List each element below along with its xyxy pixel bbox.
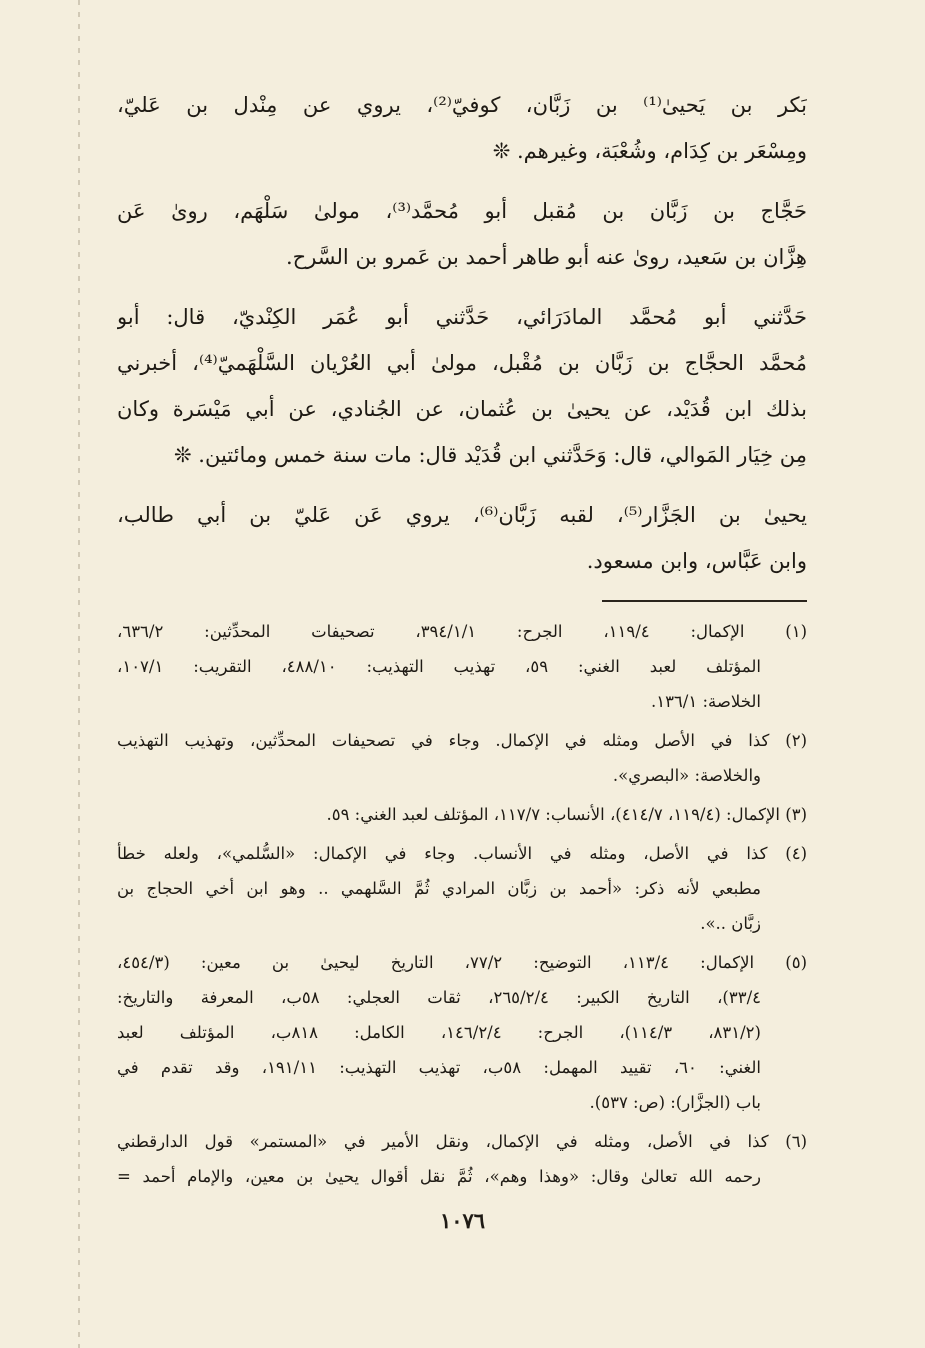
text-line: بَكر بن يَحيىٰ⁽¹⁾ بن زَبَّان، كوفيّ⁽²⁾، يروي عن مِنْدل بن عَليّ، (117, 93, 807, 117)
footnote-line: زبَّان ..». (700, 914, 761, 933)
footnote-line: (٣) الإكمال: (١١٩/٤، ٤١٤/٧)، الأنساب: ١١٧/٧، المؤتلف لعبد الغني: ٥٩. (326, 805, 807, 824)
text-line: وابن عَبَّاس، وابن مسعود. (586, 549, 807, 573)
footnotes (117, 614, 807, 1194)
text-line: ومِسْعَر بن كِدَام، وشُعْبَة، وغيرهم. ❊ (492, 139, 807, 163)
footnote-line: الخلاصة: ١٣٦/١. (650, 692, 761, 711)
footnote-3 (117, 797, 807, 832)
footnote-separator (602, 600, 807, 602)
footnote-5 (117, 945, 807, 1120)
footnote-line: (٦) كذا في الأصل، ومثله في الإكمال، ونقل الأمير في «المستمر» قول الدارقطني (117, 1132, 807, 1151)
entry-yahya-ibn-al-jazzar (117, 492, 807, 584)
text-line: حَدَّثني أبو مُحمَّد المادَرَائي، حَدَّثني أبو عُمَر الكِنْديّ، قال: أبو (117, 305, 807, 329)
text-line: حَجَّاج بن زَبَّان بن مُقبل أبو مُحمَّد⁽³⁾، مولىٰ سَلْهَم، روىٰ عَن (117, 199, 807, 223)
footnote-line: ٣٣/٤)، التاريخ الكبير: ٢٦٥/٢/٤، ثقات العجلي: ٥٨ب، المعرفة والتاريخ: (117, 988, 762, 1007)
footnote-2 (117, 723, 807, 793)
text-line: مُحمَّد الحجَّاج بن زَبَّان بن مُقْبل، مولىٰ أبي العُرْيان السَّلْهَميّ⁽⁴⁾، أخبرني (117, 351, 807, 375)
page-gutter-marks (78, 0, 80, 1348)
text-line: هِزَّان بن سَعيد، روىٰ عنه أبو طاهر أحمد بن عَمرو بن السَّرح. (285, 245, 807, 269)
text-line: مِن خِيَار المَوالي، قال: وَحَدَّثني ابن قُدَيْد قال: مات سنة خمس ومائتين. ❊ (174, 443, 807, 467)
entry-hajjaj-ibn-zabban (117, 188, 807, 280)
footnote-line: رحمه الله تعالىٰ وقال: «وهذا وهم»، ثُمَّ نقل أقوال يحيىٰ بن معين، والإمام أحمد = (117, 1167, 761, 1186)
main-text (117, 82, 807, 584)
entry-bakr-ibn-yahya (117, 82, 807, 174)
footnote-6 (117, 1124, 807, 1194)
text-line: يحيىٰ بن الجَزَّار⁽⁵⁾، لقبه زَبَّان⁽⁶⁾، يروي عَن عَليّ بن أبي طالب، (117, 503, 807, 527)
footnote-line: (٢) كذا في الأصل ومثله في الإكمال. وجاء في تصحيفات المحدِّثين، وتهذيب التهذيب (117, 731, 807, 750)
text-line: بذلك ابن قُدَيْد، عن يحيىٰ بن عُثمان، عن الجُنادي، عن أبي مَيْسَرة وكان (117, 397, 807, 421)
footnote-line: (٤) كذا في الأصل، ومثله في الأنساب. وجاء في الإكمال: «السُّلمي»، ولعله خطأ (117, 844, 807, 863)
page-number: ١٠٧٦ (439, 1208, 486, 1233)
footnote-4 (117, 836, 807, 941)
footnote-line: والخلاصة: «البصري». (612, 766, 761, 785)
footnote-line: مطبعي لأنه ذكر: «أحمد بن زبَّان المرادي ثُمَّ السَّلهمي .. وهو ابن أخي الحجاج بن (117, 879, 761, 898)
footnote-line: المؤتلف لعبد الغني: ٥٩، تهذيب التهذيب: ٤٨٨/١٠، التقريب: ١٠٧/١، (117, 657, 761, 676)
footnote-line: الغني: ٦٠، تقييد المهمل: ٥٨ب، تهذيب التهذيب: ١٩١/١١، وقد تقدم في (117, 1058, 762, 1077)
entry-haddathani-paragraph (117, 294, 807, 478)
footnote-line: (٨٣١/٢، ١١٤/٣)، الجرح: ١٤٦/٢/٤، الكامل: ٨١٨ب، المؤتلف لعبد (117, 1023, 761, 1042)
footnote-line: (٥) الإكمال: ١١٣/٤، التوضيح: ٧٧/٢، التاريخ ليحيىٰ بن معين: (٤٥٤/٣، (117, 953, 807, 972)
footnote-1 (117, 614, 807, 719)
footnote-line: باب (الجزَّار): (ص: ٥٣٧). (589, 1093, 761, 1112)
footnote-line: (١) الإكمال: ١١٩/٤، الجرح: ٣٩٤/١/١، تصحيفات المحدِّثين: ٦٣٦/٢، (117, 622, 807, 641)
book-page (117, 82, 807, 1198)
